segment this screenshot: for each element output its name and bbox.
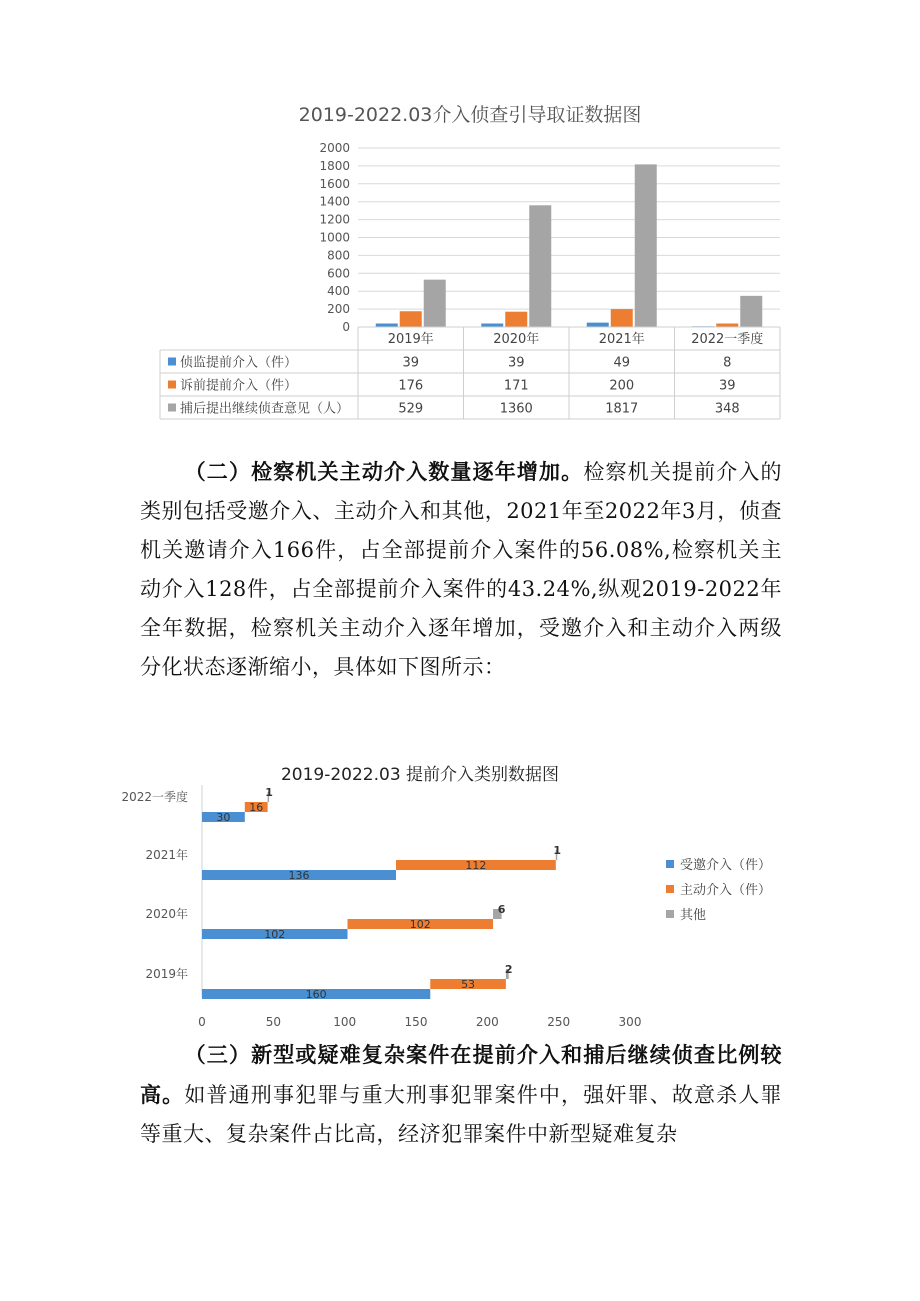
chart1-category-label: 2020年 (493, 332, 540, 347)
chart2-legend-label: 主动介入（件） (680, 883, 772, 898)
chart1-table-value: 348 (714, 401, 740, 417)
chart2-x-tick-label: 150 (404, 1015, 428, 1029)
chart2-x-tick-label: 250 (547, 1015, 571, 1029)
chart2-data-label: 6 (497, 903, 506, 916)
chart1-legend-label: 捕后提出继续侦查意见（人） (180, 401, 350, 417)
chart1-y-tick-label: 200 (327, 302, 350, 317)
chart2-data-label: 16 (249, 801, 264, 814)
chart2-data-label: 30 (216, 811, 231, 824)
chart1-category-label: 2019年 (387, 332, 434, 347)
chart2-data-label: 2 (504, 963, 513, 976)
chart2-legend-swatch (666, 910, 674, 918)
chart1-y-tick-label: 1000 (319, 230, 350, 245)
chart2-category-label: 2020年 (145, 907, 188, 921)
chart1-legend-label: 诉前提前介入（件） (180, 378, 298, 394)
chart1-table-value: 200 (609, 378, 635, 394)
chart2-category-label: 2021年 (145, 848, 188, 862)
chart1-y-tick-label: 600 (327, 266, 350, 281)
chart2-data-label: 112 (465, 859, 487, 872)
chart2-category-label: 2022一季度 (121, 790, 188, 804)
chart1-y-tick-label: 400 (327, 284, 350, 299)
chart2-legend-label: 受邀介入（件） (680, 858, 772, 873)
chart2-x-tick-label: 50 (265, 1015, 281, 1029)
chart2-x-tick-label: 0 (198, 1015, 206, 1029)
chart2-data-label: 1 (553, 844, 562, 857)
chart1-table-value: 171 (503, 378, 529, 394)
chart1-y-tick-label: 800 (327, 248, 350, 263)
chart1-y-tick-label: 1200 (319, 212, 350, 227)
chart1-table-value: 1360 (499, 401, 533, 417)
chart1-y-tick-label: 0 (342, 320, 350, 334)
chart1-table-value: 49 (613, 355, 631, 371)
paragraph-2-body: 检察机关提前介入的类别包括受邀介入、主动介入和其他，2021年至2022年3月，侦查机关邀请介入166件，占全部提前介入案件的56.08%,检察机关主动介入128件，占全部提前介入案件的43.24%,纵观2019-2022年全年数据，检察机关主动介入逐年增加，受邀介入和主动介入两级分化状态逐渐缩小，具体如下图所示： (140, 460, 783, 679)
chart2-category-label: 2019年 (145, 967, 188, 981)
chart1-table-value: 1817 (605, 401, 639, 417)
chart1-table-value: 529 (398, 401, 424, 417)
chart2-data-label: 53 (461, 978, 476, 991)
chart1-category-label: 2021年 (598, 332, 645, 347)
paragraph-3 (140, 1035, 782, 1154)
chart1-legend-label: 侦监提前介入（件） (180, 355, 298, 371)
chart1-title: 2019-2022.03介入侦查引导取证数据图 (298, 104, 642, 126)
chart2-data-label: 1 (265, 786, 273, 799)
paragraph-3-lead: （三）新型或疑难复杂案件在提前介入和捕后继续侦查比例较高。 (140, 1042, 782, 1107)
paragraph-2-lead: （二）检察机关主动介入数量逐年增加。 (184, 459, 584, 484)
chart2-data-label: 102 (409, 918, 431, 931)
paragraph-3-body: 如普通刑事犯罪与重大刑事犯罪案件中，强奸罪、故意杀人罪等重大、复杂案件占比高，经济犯罪案件中新型疑难复杂 (140, 1083, 783, 1146)
chart2-x-tick-label: 300 (618, 1015, 642, 1029)
chart2-x-tick-label: 100 (333, 1015, 357, 1029)
chart1-table-value: 8 (723, 355, 732, 371)
chart1-table-value: 39 (718, 378, 736, 394)
chart1-category-label: 2022一季度 (691, 332, 764, 347)
chart2-data-label: 102 (264, 928, 286, 941)
chart1-table-value: 39 (507, 355, 525, 371)
chart1-y-tick-label: 1400 (319, 194, 350, 209)
chart2-legend-label: 其他 (680, 908, 707, 923)
chart2-data-label: 160 (305, 988, 327, 1001)
chart2-title: 2019-2022.03 提前介入类别数据图 (280, 765, 560, 785)
chart2-x-tick-label: 200 (475, 1015, 499, 1029)
chart1-y-tick-label: 2000 (319, 141, 350, 155)
chart2-legend-swatch (666, 860, 674, 868)
chart2-data-label: 136 (288, 869, 310, 882)
chart1-table-value: 39 (402, 355, 420, 371)
chart1-table-value: 176 (398, 378, 424, 394)
chart1-y-tick-label: 1800 (319, 158, 350, 173)
chart2-legend-swatch (666, 885, 674, 893)
chart1-y-tick-label: 1600 (319, 176, 350, 191)
